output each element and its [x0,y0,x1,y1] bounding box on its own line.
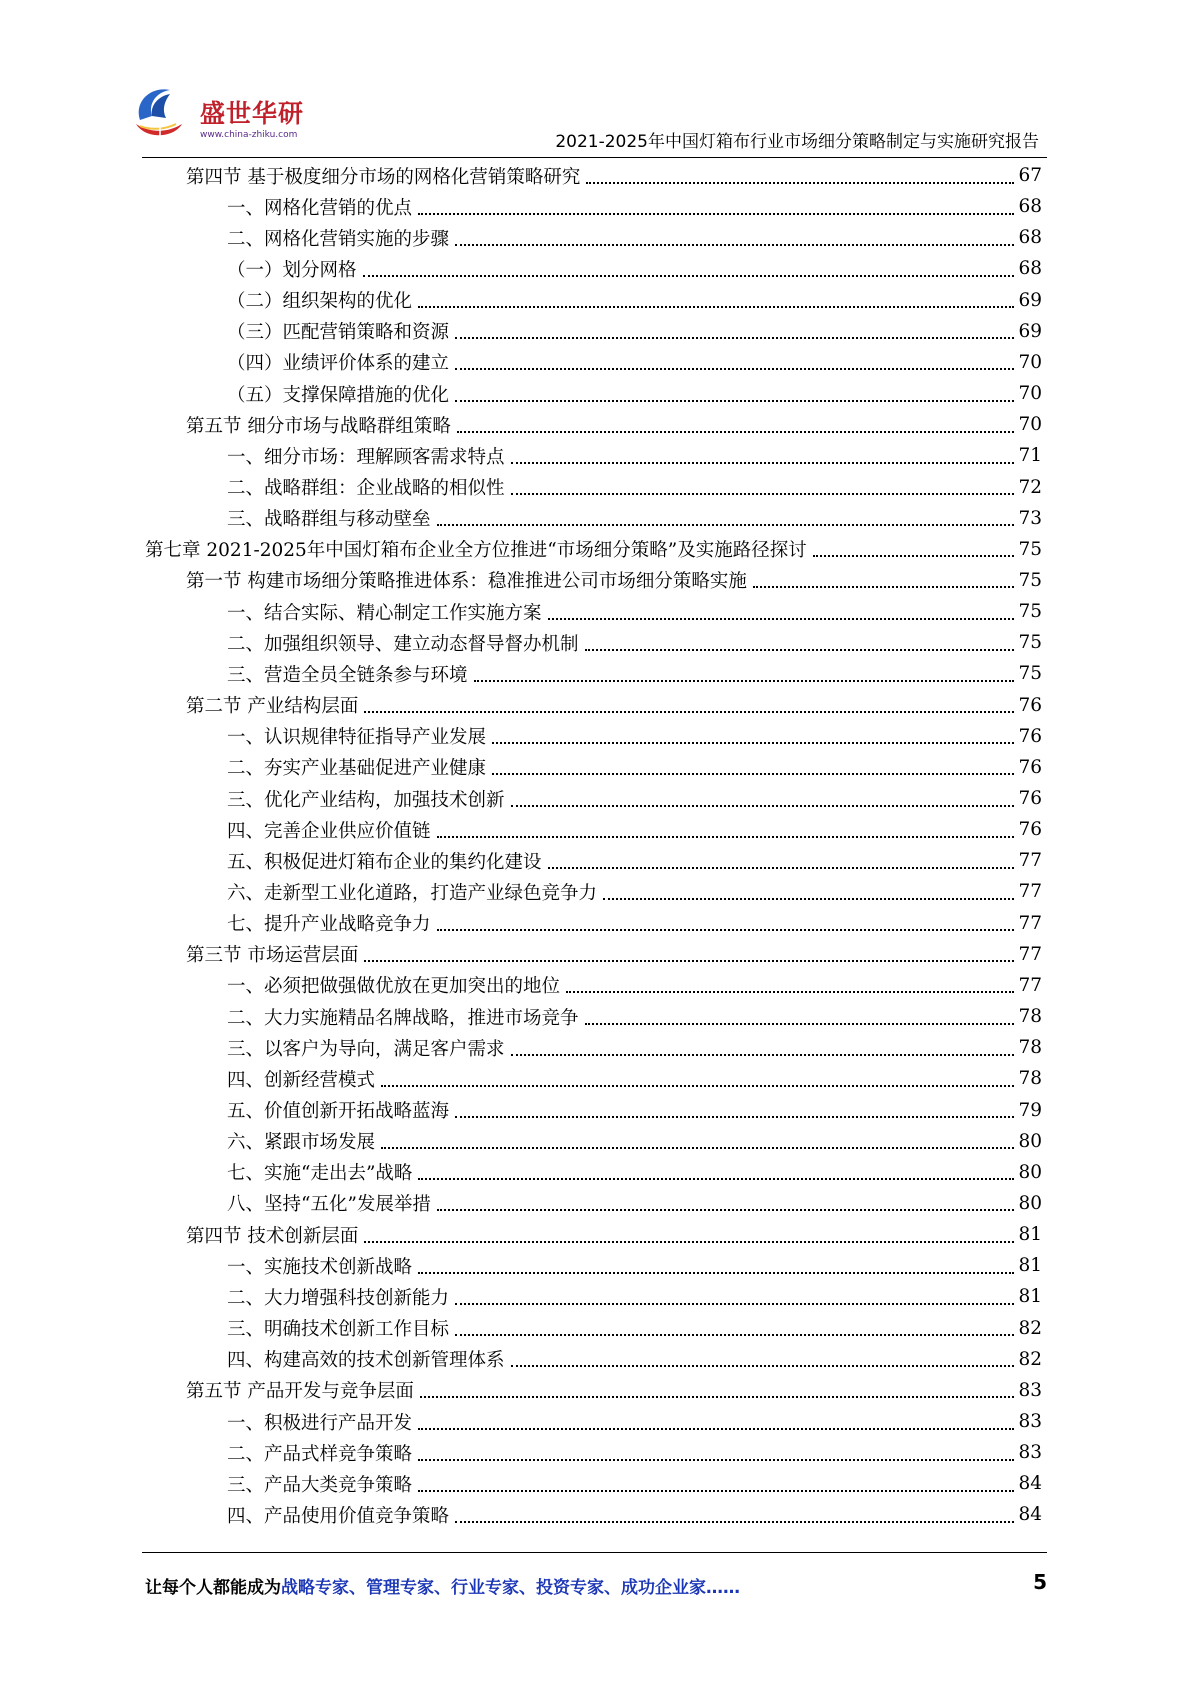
toc-entry[interactable] [227,378,1042,409]
toc-entry[interactable] [227,596,1042,627]
company-logo [140,84,310,154]
toc-entry-title: 五、积极促进灯箱布企业的集约化建设 [227,851,542,873]
toc-entry-title: 二、加强组织领导、建立动态督导督办机制 [227,633,579,655]
toc-leader-dots [511,1365,1015,1367]
toc-entry[interactable] [227,1344,1042,1375]
toc-leader-dots [455,1116,1014,1118]
toc-entry-title: 二、战略群组：企业战略的相似性 [227,478,505,499]
toc-entry[interactable] [227,908,1042,939]
toc-entry-page: 68 [1018,196,1042,218]
toc-entry-title: （四）业绩评价体系的建立 [227,353,450,375]
toc-entry-title: 四、创新经营模式 [227,1069,376,1091]
toc-entry-title: 第三节 市场运营层面 [186,945,359,967]
toc-entry-page: 76 [1018,788,1042,809]
toc-leader-dots [511,805,1015,807]
page-number: 5 [1033,1570,1047,1594]
toc-leader-dots [585,1023,1015,1025]
toc-entry[interactable] [227,1468,1042,1499]
toc-entry-title: 第四节 基于极度细分市场的网格化营销策略研究 [186,166,581,188]
toc-entry-title: 五、价值创新开拓战略蓝海 [227,1101,450,1122]
toc-leader-dots [548,867,1015,869]
toc-entry[interactable] [227,347,1042,378]
toc-entry[interactable] [227,1437,1042,1468]
toc-leader-dots [363,275,1015,277]
toc-entry-page: 78 [1018,1037,1042,1059]
toc-entry-page: 75 [1018,601,1042,623]
toc-entry-page: 79 [1018,1099,1042,1121]
toc-entry-title: 三、营造全员全链条参与环境 [227,664,468,686]
toc-entry-page: 75 [1018,663,1042,685]
toc-entry-page: 70 [1018,383,1042,405]
toc-leader-dots [437,929,1015,931]
toc-entry[interactable] [227,627,1042,658]
toc-entry[interactable] [227,285,1042,316]
toc-entry[interactable] [227,1188,1042,1219]
toc-entry-title: 第二节 产业结构层面 [186,696,359,718]
toc-leader-dots [381,1085,1014,1087]
toc-entry-page: 82 [1018,1348,1042,1370]
toc-leader-dots [364,960,1014,962]
toc-leader-dots [566,991,1014,993]
toc-entry-page: 67 [1018,165,1042,186]
toc-entry-title: 三、战略群组与移动壁垒 [227,509,431,531]
toc-leader-dots [437,1209,1015,1211]
toc-entry-page: 72 [1018,476,1042,498]
logo-mark-icon [130,80,192,144]
toc-entry-page: 75 [1018,569,1042,591]
toc-entry[interactable] [227,253,1042,284]
toc-entry[interactable] [227,472,1042,503]
toc-entry-title: 二、产品式样竞争策略 [227,1443,413,1465]
toc-leader-dots [455,337,1014,339]
toc-leader-dots [455,1303,1014,1305]
toc-entry-title: 第四节 技术创新层面 [186,1225,359,1247]
toc-entry-page: 77 [1018,912,1042,934]
toc-entry-page: 80 [1018,1161,1042,1183]
toc-entry[interactable] [145,534,1042,565]
toc-leader-dots [455,400,1014,402]
toc-entry[interactable] [227,1032,1042,1063]
toc-entry-page: 84 [1018,1504,1042,1526]
toc-entry-title: （三）匹配营销策略和资源 [227,322,450,344]
toc-entry[interactable] [227,1063,1042,1094]
toc-entry-page: 83 [1018,1379,1042,1401]
toc-entry-page: 70 [1018,351,1042,373]
toc-entry[interactable] [227,721,1042,752]
toc-entry-page: 70 [1018,414,1042,436]
toc-entry-title: 一、网格化营销的优点 [227,197,413,219]
toc-entry-page: 84 [1018,1473,1042,1495]
toc-entry-page: 81 [1018,1255,1042,1277]
toc-entry[interactable] [227,814,1042,845]
toc-entry-title: 四、构建高效的技术创新管理体系 [227,1350,505,1372]
footer-slogan [145,1573,740,1598]
toc-entry-title: （五）支撑保障措施的优化 [227,384,450,406]
toc-entry[interactable] [227,316,1042,347]
toc-leader-dots [511,1054,1015,1056]
toc-entry-page: 83 [1018,1411,1042,1432]
toc-entry-page: 82 [1018,1317,1042,1339]
toc-entry-page: 68 [1018,258,1042,280]
toc-entry-page: 75 [1018,538,1042,560]
toc-leader-dots [603,898,1014,900]
toc-entry[interactable] [186,1219,1042,1250]
footer-slogan-prefix: 让每个人都能成为 [145,1578,281,1598]
toc-entry[interactable] [227,1250,1042,1281]
toc-entry-title: 四、完善企业供应价值链 [227,820,431,842]
toc-entry[interactable] [186,690,1042,721]
toc-leader-dots [420,1396,1015,1398]
toc-entry[interactable] [186,565,1042,596]
toc-entry-page: 71 [1018,445,1042,467]
toc-entry-page: 77 [1018,974,1042,996]
toc-entry-title: 二、夯实产业基础促进产业健康 [227,758,487,780]
toc-entry-page: 76 [1018,725,1042,747]
toc-entry-title: 六、紧跟市场发展 [227,1132,376,1154]
toc-entry-title: 第五节 产品开发与竞争层面 [186,1381,414,1403]
toc-entry[interactable] [227,191,1042,222]
toc-entry[interactable] [227,503,1042,534]
toc-entry-page: 81 [1018,1286,1042,1308]
toc-entry-title: 一、认识规律特征指导产业发展 [227,727,487,749]
toc-entry[interactable] [186,939,1042,970]
toc-leader-dots [381,1147,1014,1149]
toc-entry[interactable] [227,845,1042,876]
toc-entry-page: 83 [1018,1442,1042,1464]
toc-entry-title: 八、坚持“五化”发展举措 [227,1194,431,1216]
toc-entry-page: 69 [1018,289,1042,311]
toc-entry[interactable] [227,1499,1042,1530]
toc-entry-title: 七、实施“走出去”战略 [227,1163,413,1185]
toc-entry[interactable] [227,783,1042,814]
toc-leader-dots [492,742,1014,744]
toc-leader-dots [418,1459,1014,1461]
toc-leader-dots [585,649,1015,651]
logo-name: 盛世华研 [200,99,305,128]
toc-leader-dots [455,1334,1014,1336]
toc-entry[interactable] [186,409,1042,440]
toc-entry-title: 三、以客户为导向，满足客户需求 [227,1038,505,1060]
footer-divider [142,1552,1047,1553]
toc-entry-title: 六、走新型工业化道路，打造产业绿色竞争力 [227,882,598,904]
toc-entry-title: （一）划分网格 [227,259,357,281]
toc-entry[interactable] [227,440,1042,471]
toc-entry[interactable] [227,1406,1042,1437]
toc-entry[interactable] [227,1126,1042,1157]
toc-entry[interactable] [227,970,1042,1001]
toc-entry-title: 四、产品使用价值竞争策略 [227,1505,450,1527]
header-divider [142,157,1047,158]
toc-entry-title: 一、实施技术创新战略 [227,1256,413,1278]
toc-entry-page: 80 [1018,1192,1042,1214]
toc-leader-dots [474,680,1015,682]
toc-entry[interactable] [227,1001,1042,1032]
toc-leader-dots [753,586,1015,588]
toc-entry-title: 三、产品大类竞争策略 [227,1474,413,1496]
toc-entry-title: 三、明确技术创新工作目标 [227,1319,450,1341]
toc-entry-page: 77 [1018,943,1042,965]
toc-entry-page: 77 [1018,881,1042,903]
toc-entry[interactable] [227,222,1042,253]
toc-entry-page: 80 [1018,1130,1042,1152]
toc-entry-page: 76 [1018,694,1042,716]
toc-leader-dots [586,182,1014,184]
report-title: 2021-2025年中国灯箱布行业市场细分策略制定与实施研究报告 [555,132,1039,152]
toc-leader-dots [437,836,1015,838]
toc-leader-dots [418,1490,1014,1492]
toc-leader-dots [813,555,1015,557]
toc-entry[interactable] [227,752,1042,783]
footer-slogan-highlight: 战略专家、管理专家、行业专家、投资专家、成功企业家…… [281,1578,740,1598]
logo-url: www.china-zhiku.com [200,130,298,140]
toc-entry-title: 一、必须把做强做优放在更加突出的地位 [227,976,561,998]
toc-leader-dots [418,1272,1014,1274]
toc-leader-dots [511,493,1015,495]
toc-entry-title: （二）组织架构的优化 [227,291,413,313]
toc-entry-title: 第一节 构建市场细分策略推进体系：稳准推进公司市场细分策略实施 [186,571,747,593]
toc-leader-dots [455,368,1014,370]
toc-leader-dots [418,306,1014,308]
toc-entry[interactable] [227,1157,1042,1188]
toc-entry-page: 78 [1018,1068,1042,1090]
toc-leader-dots [457,431,1015,433]
toc-leader-dots [364,1241,1014,1243]
toc-leader-dots [418,213,1014,215]
toc-leader-dots [548,618,1015,620]
toc-entry-page: 68 [1018,227,1042,249]
toc-leader-dots [418,1428,1014,1430]
toc-entry[interactable] [227,658,1042,689]
toc-entry[interactable] [186,1375,1042,1406]
toc-entry[interactable] [227,876,1042,907]
toc-entry-page: 78 [1018,1006,1042,1028]
page-header [0,0,1191,160]
toc-entry-title: 二、大力增强科技创新能力 [227,1287,450,1309]
toc-entry-page: 77 [1018,850,1042,872]
toc-leader-dots [492,773,1014,775]
toc-entry[interactable] [227,1313,1042,1344]
toc-leader-dots [418,1178,1014,1180]
toc-entry[interactable] [227,1095,1042,1126]
toc-entry-page: 73 [1018,507,1042,529]
toc-entry-page: 75 [1018,632,1042,654]
toc-leader-dots [364,711,1014,713]
toc-leader-dots [455,1521,1014,1523]
toc-leader-dots [511,462,1015,464]
toc-entry-title: 一、结合实际、精心制定工作实施方案 [227,602,542,624]
toc-entry-title: 七、提升产业战略竞争力 [227,914,431,936]
toc-entry-title: 一、积极进行产品开发 [227,1412,413,1434]
toc-entry-page: 76 [1018,756,1042,778]
toc-entry-title: 第五节 细分市场与战略群组策略 [186,415,451,437]
toc-entry-title: 二、网格化营销实施的步骤 [227,228,450,250]
toc-entry-page: 69 [1018,320,1042,342]
toc-entry-title: 一、细分市场：理解顾客需求特点 [227,446,505,468]
toc-leader-dots [455,244,1014,246]
toc-entry-title: 二、大力实施精品名牌战略，推进市场竞争 [227,1007,579,1029]
toc-entry[interactable] [186,160,1042,191]
toc-entry[interactable] [227,1281,1042,1312]
toc-leader-dots [437,524,1015,526]
toc-entry-page: 76 [1018,819,1042,841]
toc-entry-page: 81 [1018,1224,1042,1246]
toc-entry-title: 第七章 2021-2025年中国灯箱布企业全方位推进“市场细分策略”及实施路径探讨 [145,540,807,562]
toc-entry-title: 三、优化产业结构，加强技术创新 [227,789,505,811]
